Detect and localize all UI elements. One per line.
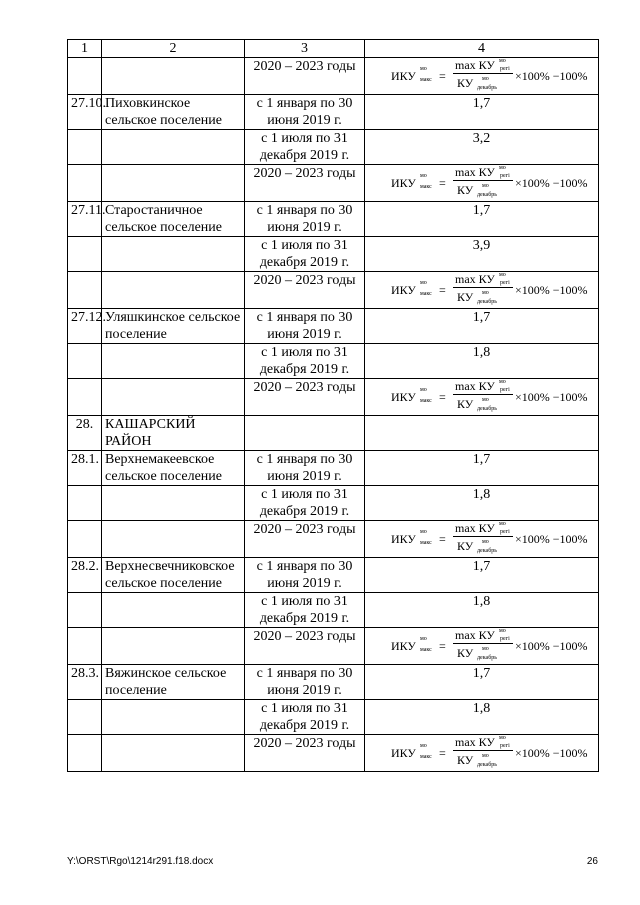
row-number	[68, 165, 102, 202]
table-row	[68, 735, 599, 772]
footer-file-path: Y:\ORST\Rgo\1214r291.f18.docx	[67, 856, 214, 867]
fraction-bar	[453, 287, 513, 288]
period: с 1 января по 30 июня 2019 г.	[245, 309, 365, 344]
fraction-bar	[453, 180, 513, 181]
table-row	[68, 309, 599, 344]
row-number: 28.2.	[68, 558, 102, 593]
municipality-name	[102, 379, 245, 416]
formula-tail: ×100% −100%	[515, 532, 588, 546]
formula-equals: =	[439, 69, 446, 83]
row-number	[68, 379, 102, 416]
formula-num-sup: мо	[499, 735, 506, 741]
formula-lhs: ИКУ	[391, 746, 416, 760]
row-number	[68, 521, 102, 558]
formula-lhs-sub: макс	[420, 184, 432, 190]
municipality-name: Старостаничное сельское поселение	[102, 202, 245, 237]
index-formula	[369, 58, 594, 94]
fraction-bar	[453, 394, 513, 395]
tariff-table	[67, 39, 599, 772]
formula-denominator: КУ	[457, 539, 474, 553]
formula-lhs-sub: макс	[420, 398, 432, 404]
municipality-name: Пиховкинское сельское поселение	[102, 95, 245, 130]
index-formula	[369, 735, 594, 771]
formula-denominator: КУ	[457, 646, 474, 660]
header-col-2: 2	[102, 40, 245, 58]
formula-equals: =	[439, 283, 446, 297]
period: с 1 января по 30 июня 2019 г.	[245, 665, 365, 700]
municipality-name	[102, 165, 245, 202]
formula-tail: ×100% −100%	[515, 639, 588, 653]
formula-num-sup: мо	[499, 628, 506, 634]
formula-equals: =	[439, 176, 446, 190]
municipality-name	[102, 593, 245, 628]
footer-page-number: 26	[586, 856, 598, 867]
formula-num-sub: регi	[500, 280, 510, 286]
index-value	[365, 416, 599, 451]
index-formula	[369, 521, 594, 557]
formula-den-sup: мо	[482, 183, 489, 189]
formula-num-sub: регi	[500, 743, 510, 749]
row-number	[68, 700, 102, 735]
row-number	[68, 735, 102, 772]
formula-den-sup: мо	[482, 397, 489, 403]
formula-denominator: КУ	[457, 76, 474, 90]
row-number: 28.1.	[68, 451, 102, 486]
row-number	[68, 58, 102, 95]
row-number	[68, 486, 102, 521]
header-col-3: 3	[245, 40, 365, 58]
formula-den-sub: декабрь	[477, 548, 497, 554]
formula-den-sup: мо	[482, 76, 489, 82]
formula-den-sup: мо	[482, 753, 489, 759]
table-header-row	[68, 40, 599, 58]
row-number	[68, 237, 102, 272]
formula-denominator: КУ	[457, 397, 474, 411]
table-row	[68, 416, 599, 451]
table-row	[68, 521, 599, 558]
period: 2020 – 2023 годы	[245, 379, 365, 416]
table-row	[68, 130, 599, 165]
table-row	[68, 593, 599, 628]
row-number	[68, 628, 102, 665]
table-body	[68, 40, 599, 772]
formula-cell	[365, 628, 599, 665]
formula-den-sub: декабрь	[477, 192, 497, 198]
formula-tail: ×100% −100%	[515, 69, 588, 83]
period: с 1 июля по 31 декабря 2019 г.	[245, 344, 365, 379]
formula-cell	[365, 521, 599, 558]
formula-den-sup: мо	[482, 290, 489, 296]
formula-denominator: КУ	[457, 290, 474, 304]
municipality-name	[102, 735, 245, 772]
formula-cell	[365, 165, 599, 202]
period: с 1 июля по 31 декабря 2019 г.	[245, 700, 365, 735]
formula-lhs-sup: мо	[420, 66, 427, 72]
row-number	[68, 272, 102, 309]
period: с 1 июля по 31 декабря 2019 г.	[245, 486, 365, 521]
formula-lhs-sup: мо	[420, 280, 427, 286]
formula-lhs: ИКУ	[391, 176, 416, 190]
period: с 1 января по 30 июня 2019 г.	[245, 202, 365, 237]
formula-numerator: max КУ	[455, 628, 495, 642]
formula-lhs: ИКУ	[391, 283, 416, 297]
formula-lhs-sub: макс	[420, 77, 432, 83]
table-row	[68, 700, 599, 735]
period: с 1 января по 30 июня 2019 г.	[245, 451, 365, 486]
formula-tail: ×100% −100%	[515, 390, 588, 404]
index-formula	[369, 165, 594, 201]
index-value: 3,2	[365, 130, 599, 165]
formula-den-sub: декабрь	[477, 655, 497, 661]
formula-cell	[365, 379, 599, 416]
index-value: 1,8	[365, 344, 599, 379]
formula-numerator: max КУ	[455, 735, 495, 749]
fraction-bar	[453, 536, 513, 537]
table-row	[68, 272, 599, 309]
municipality-name	[102, 58, 245, 95]
period: 2020 – 2023 годы	[245, 521, 365, 558]
formula-den-sub: декабрь	[477, 85, 497, 91]
fraction-bar	[453, 643, 513, 644]
formula-numerator: max КУ	[455, 272, 495, 286]
index-value: 1,7	[365, 309, 599, 344]
formula-equals: =	[439, 746, 446, 760]
table-row	[68, 237, 599, 272]
municipality-name	[102, 628, 245, 665]
row-number: 27.12.	[68, 309, 102, 344]
municipality-name: Верхнемакеевское сельское поселение	[102, 451, 245, 486]
formula-equals: =	[439, 532, 446, 546]
formula-lhs-sup: мо	[420, 387, 427, 393]
header-col-4: 4	[365, 40, 599, 58]
formula-lhs-sup: мо	[420, 743, 427, 749]
formula-num-sup: мо	[499, 521, 506, 527]
row-number	[68, 593, 102, 628]
period: с 1 июля по 31 декабря 2019 г.	[245, 593, 365, 628]
formula-num-sup: мо	[499, 272, 506, 278]
municipality-name: Верхнесвечниковское сельское поселение	[102, 558, 245, 593]
formula-denominator: КУ	[457, 753, 474, 767]
formula-equals: =	[439, 390, 446, 404]
formula-equals: =	[439, 639, 446, 653]
formula-num-sup: мо	[499, 58, 506, 64]
index-value: 3,9	[365, 237, 599, 272]
municipality-name: Вяжинское сельское поселение	[102, 665, 245, 700]
row-number	[68, 130, 102, 165]
formula-denominator: КУ	[457, 183, 474, 197]
formula-den-sup: мо	[482, 539, 489, 545]
formula-num-sub: регi	[500, 636, 510, 642]
table-row	[68, 58, 599, 95]
index-value: 1,8	[365, 486, 599, 521]
formula-numerator: max КУ	[455, 58, 495, 72]
formula-lhs: ИКУ	[391, 390, 416, 404]
period: с 1 июля по 31 декабря 2019 г.	[245, 130, 365, 165]
period: с 1 января по 30 июня 2019 г.	[245, 95, 365, 130]
period: с 1 января по 30 июня 2019 г.	[245, 558, 365, 593]
index-value: 1,7	[365, 665, 599, 700]
formula-den-sub: декабрь	[477, 406, 497, 412]
formula-lhs-sub: макс	[420, 291, 432, 297]
table-row	[68, 665, 599, 700]
table-row	[68, 379, 599, 416]
formula-num-sub: регi	[500, 66, 510, 72]
formula-lhs-sup: мо	[420, 529, 427, 535]
index-value: 1,7	[365, 451, 599, 486]
fraction-bar	[453, 73, 513, 74]
row-number	[68, 344, 102, 379]
index-value: 1,7	[365, 95, 599, 130]
municipality-name	[102, 344, 245, 379]
formula-cell	[365, 272, 599, 309]
index-formula	[369, 379, 594, 415]
table-row	[68, 628, 599, 665]
table-row	[68, 95, 599, 130]
municipality-name: Уляшкинское сельское поселение	[102, 309, 245, 344]
row-number: 28.3.	[68, 665, 102, 700]
formula-lhs-sup: мо	[420, 636, 427, 642]
formula-den-sub: декабрь	[477, 762, 497, 768]
index-value: 1,8	[365, 593, 599, 628]
period: 2020 – 2023 годы	[245, 735, 365, 772]
formula-lhs-sub: макс	[420, 647, 432, 653]
municipality-name	[102, 130, 245, 165]
formula-lhs-sub: макс	[420, 754, 432, 760]
formula-tail: ×100% −100%	[515, 283, 588, 297]
municipality-name	[102, 272, 245, 309]
period: с 1 июля по 31 декабря 2019 г.	[245, 237, 365, 272]
municipality-name	[102, 237, 245, 272]
period: 2020 – 2023 годы	[245, 58, 365, 95]
municipality-name	[102, 700, 245, 735]
period: 2020 – 2023 годы	[245, 272, 365, 309]
formula-den-sub: декабрь	[477, 299, 497, 305]
index-value: 1,7	[365, 202, 599, 237]
row-number: 28.	[68, 416, 102, 451]
formula-cell	[365, 735, 599, 772]
formula-numerator: max КУ	[455, 165, 495, 179]
index-formula	[369, 272, 594, 308]
formula-num-sub: регi	[500, 173, 510, 179]
table-row	[68, 344, 599, 379]
formula-numerator: max КУ	[455, 379, 495, 393]
municipality-name	[102, 521, 245, 558]
municipality-name: КАШАРСКИЙ РАЙОН	[102, 416, 245, 451]
table-row	[68, 165, 599, 202]
header-col-1: 1	[68, 40, 102, 58]
fraction-bar	[453, 750, 513, 751]
index-value: 1,8	[365, 700, 599, 735]
period	[245, 416, 365, 451]
row-number: 27.11.	[68, 202, 102, 237]
formula-lhs: ИКУ	[391, 69, 416, 83]
formula-lhs: ИКУ	[391, 532, 416, 546]
formula-lhs-sup: мо	[420, 173, 427, 179]
table-row	[68, 451, 599, 486]
formula-den-sup: мо	[482, 646, 489, 652]
formula-numerator: max КУ	[455, 521, 495, 535]
formula-lhs: ИКУ	[391, 639, 416, 653]
row-number: 27.10.	[68, 95, 102, 130]
period: 2020 – 2023 годы	[245, 165, 365, 202]
table-row	[68, 486, 599, 521]
table-row	[68, 202, 599, 237]
formula-tail: ×100% −100%	[515, 176, 588, 190]
formula-tail: ×100% −100%	[515, 746, 588, 760]
period: 2020 – 2023 годы	[245, 628, 365, 665]
formula-num-sub: регi	[500, 529, 510, 535]
formula-cell	[365, 58, 599, 95]
formula-lhs-sub: макс	[420, 540, 432, 546]
formula-num-sup: мо	[499, 165, 506, 171]
table-row	[68, 558, 599, 593]
index-formula	[369, 628, 594, 664]
formula-num-sup: мо	[499, 379, 506, 385]
municipality-name	[102, 486, 245, 521]
index-value: 1,7	[365, 558, 599, 593]
formula-num-sub: регi	[500, 387, 510, 393]
